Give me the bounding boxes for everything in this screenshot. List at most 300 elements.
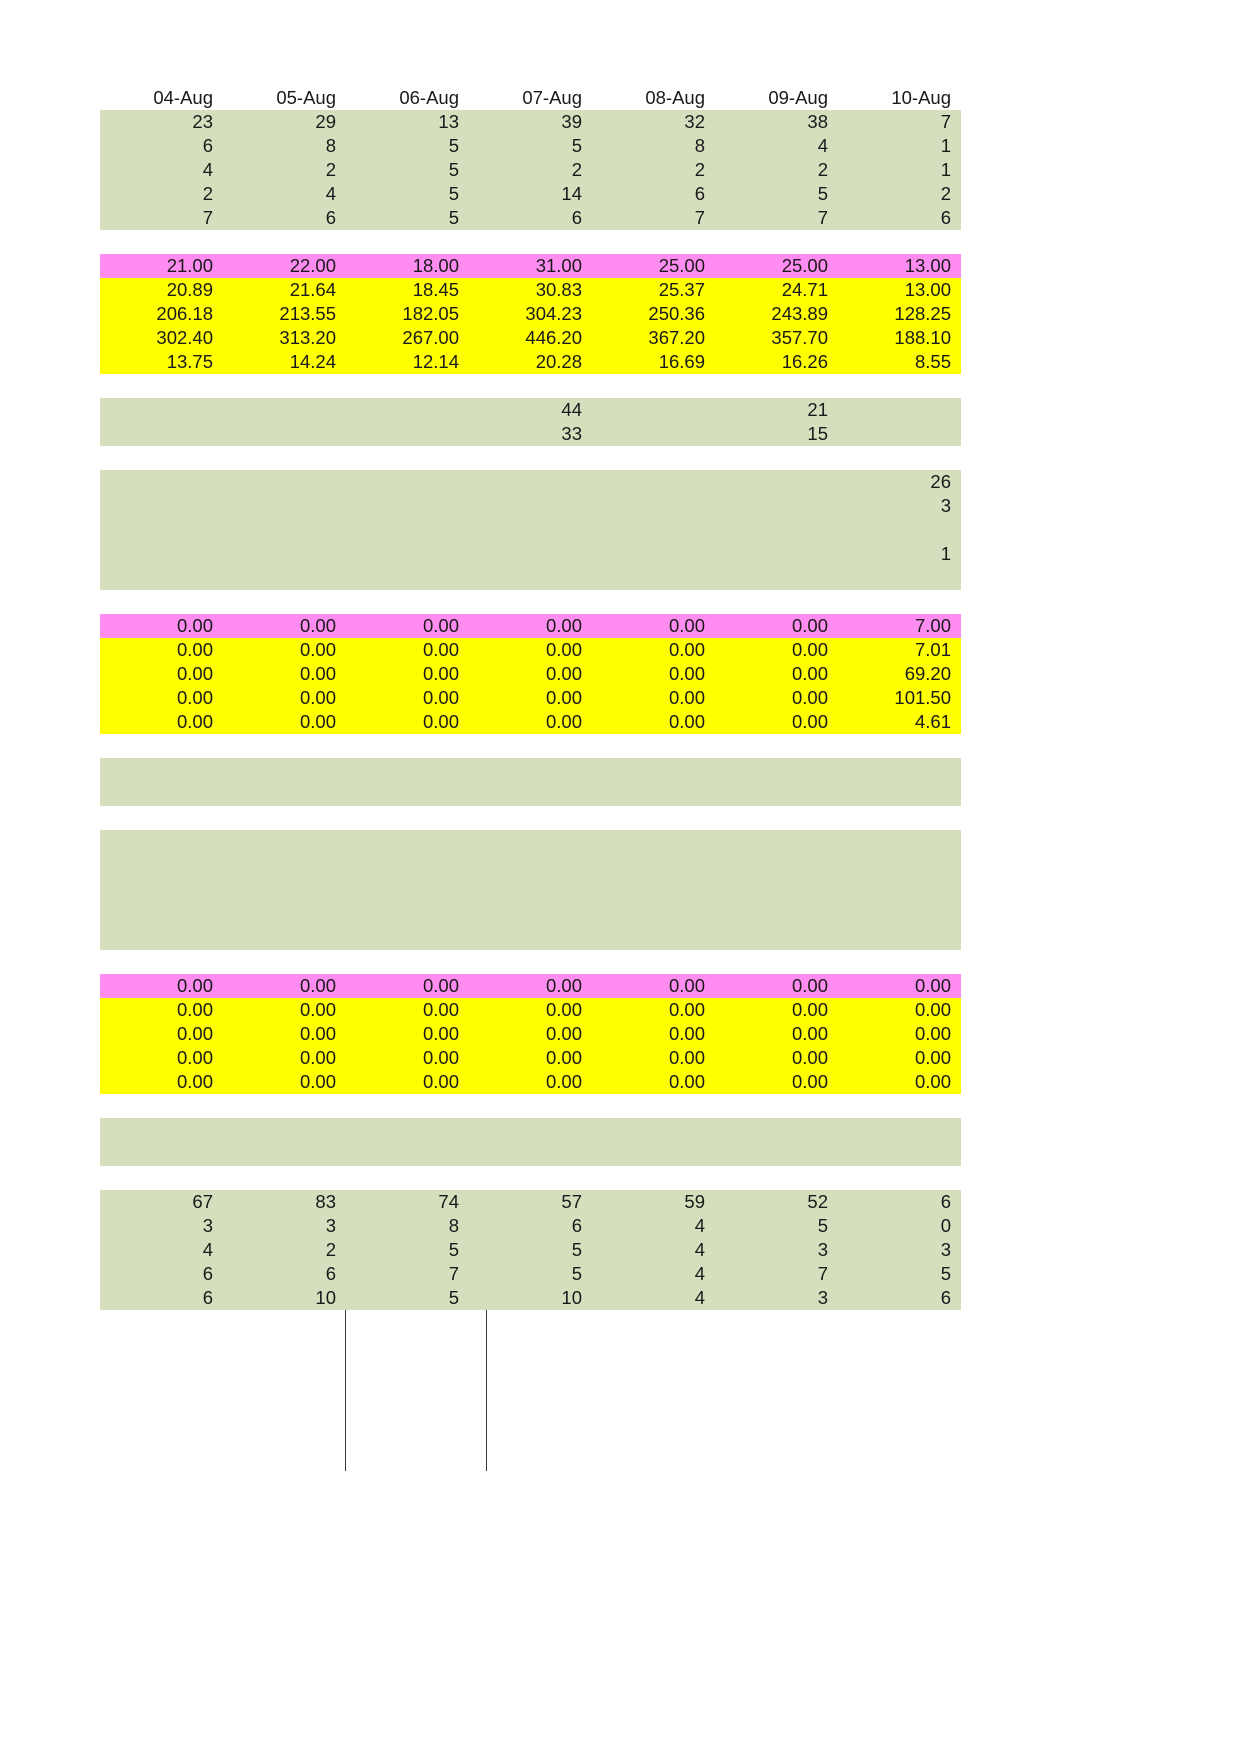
gap-cell xyxy=(223,1166,346,1190)
table-cell xyxy=(100,470,223,494)
table-cell: 0.00 xyxy=(592,1022,715,1046)
table-cell: 3 xyxy=(715,1238,838,1262)
table-cell xyxy=(715,758,838,782)
table-cell xyxy=(838,1118,961,1142)
table-cell: 188.10 xyxy=(838,326,961,350)
table-cell: 21.64 xyxy=(223,278,346,302)
table-cell: 31.00 xyxy=(469,254,592,278)
table-cell: 6 xyxy=(469,1214,592,1238)
gap-cell xyxy=(223,806,346,830)
table-cell: 8 xyxy=(223,134,346,158)
table-cell: 20.28 xyxy=(469,350,592,374)
gap-cell xyxy=(346,1094,469,1118)
block-gap xyxy=(100,734,961,758)
table-cell: 182.05 xyxy=(346,302,469,326)
gap-cell xyxy=(592,950,715,974)
table-row xyxy=(100,782,961,806)
table-cell: 0.00 xyxy=(346,710,469,734)
gap-cell xyxy=(469,806,592,830)
table-cell: 0.00 xyxy=(223,998,346,1022)
table-cell: 0.00 xyxy=(100,998,223,1022)
table-cell xyxy=(469,1142,592,1166)
table-cell: 5 xyxy=(346,206,469,230)
gap-cell xyxy=(469,1166,592,1190)
table-cell: 0.00 xyxy=(592,638,715,662)
table-cell xyxy=(592,902,715,926)
table-cell: 0.00 xyxy=(223,1070,346,1094)
table-cell xyxy=(469,878,592,902)
table-cell: 313.20 xyxy=(223,326,346,350)
table-row xyxy=(100,494,961,518)
table-cell xyxy=(223,926,346,950)
table-cell: 0.00 xyxy=(346,686,469,710)
table-cell xyxy=(100,926,223,950)
gap-cell xyxy=(715,374,838,398)
header-row xyxy=(100,86,961,110)
table-cell xyxy=(346,854,469,878)
table-cell: 1 xyxy=(838,134,961,158)
table-cell: 5 xyxy=(469,134,592,158)
table-row xyxy=(100,326,961,350)
table-cell: 302.40 xyxy=(100,326,223,350)
table-cell xyxy=(715,518,838,542)
table-cell: 0.00 xyxy=(100,614,223,638)
gap-cell xyxy=(592,1166,715,1190)
table-cell: 20.89 xyxy=(100,278,223,302)
table-cell xyxy=(592,1142,715,1166)
table-row xyxy=(100,1262,961,1286)
gap-cell xyxy=(100,446,223,470)
table-cell: 0.00 xyxy=(223,662,346,686)
table-cell xyxy=(715,830,838,854)
table-cell: 0.00 xyxy=(592,710,715,734)
table-cell: 1 xyxy=(838,158,961,182)
table-cell xyxy=(100,494,223,518)
table-row xyxy=(100,278,961,302)
table-cell: 3 xyxy=(838,494,961,518)
gap-cell xyxy=(100,1166,223,1190)
table-cell: 16.26 xyxy=(715,350,838,374)
table-row xyxy=(100,110,961,134)
table-cell xyxy=(592,518,715,542)
table-cell xyxy=(715,1142,838,1166)
table-cell xyxy=(346,878,469,902)
table-cell: 0.00 xyxy=(346,662,469,686)
table-row xyxy=(100,1046,961,1070)
table-cell: 206.18 xyxy=(100,302,223,326)
grid-body xyxy=(100,110,961,1310)
table-cell: 128.25 xyxy=(838,302,961,326)
gap-cell xyxy=(469,230,592,254)
table-cell: 39 xyxy=(469,110,592,134)
table-cell: 5 xyxy=(346,158,469,182)
gap-cell xyxy=(223,590,346,614)
table-cell xyxy=(592,854,715,878)
table-cell: 0.00 xyxy=(469,1022,592,1046)
table-cell: 6 xyxy=(469,206,592,230)
table-cell xyxy=(469,494,592,518)
gap-cell xyxy=(715,806,838,830)
table-row xyxy=(100,1190,961,1214)
column-header-0: 04-Aug xyxy=(153,87,213,108)
table-cell: 0.00 xyxy=(346,998,469,1022)
gap-cell xyxy=(592,806,715,830)
table-cell xyxy=(223,566,346,590)
table-cell: 0.00 xyxy=(469,662,592,686)
gap-cell xyxy=(223,230,346,254)
table-cell xyxy=(346,902,469,926)
gap-cell xyxy=(346,734,469,758)
gap-cell xyxy=(592,590,715,614)
table-cell: 59 xyxy=(592,1190,715,1214)
table-row xyxy=(100,422,961,446)
table-row xyxy=(100,758,961,782)
table-cell xyxy=(223,902,346,926)
block-gap xyxy=(100,374,961,398)
table-cell: 0.00 xyxy=(469,710,592,734)
table-cell: 5 xyxy=(838,1262,961,1286)
table-cell: 2 xyxy=(223,158,346,182)
table-cell xyxy=(346,494,469,518)
table-cell xyxy=(838,830,961,854)
gap-cell xyxy=(100,590,223,614)
table-cell: 0.00 xyxy=(100,1022,223,1046)
table-cell xyxy=(838,1142,961,1166)
table-row xyxy=(100,134,961,158)
table-row xyxy=(100,638,961,662)
table-cell xyxy=(469,926,592,950)
table-cell xyxy=(346,566,469,590)
table-cell xyxy=(592,758,715,782)
table-cell xyxy=(223,854,346,878)
table-cell xyxy=(223,398,346,422)
table-cell: 0.00 xyxy=(715,1046,838,1070)
table-cell: 2 xyxy=(223,1238,346,1262)
table-cell: 0.00 xyxy=(223,1022,346,1046)
table-cell xyxy=(838,566,961,590)
table-cell: 8.55 xyxy=(838,350,961,374)
table-cell xyxy=(469,830,592,854)
table-cell: 25.00 xyxy=(592,254,715,278)
gap-cell xyxy=(838,1094,961,1118)
table-cell: 12.14 xyxy=(346,350,469,374)
table-cell: 2 xyxy=(592,158,715,182)
table-cell: 6 xyxy=(838,1286,961,1310)
gap-cell xyxy=(223,1094,346,1118)
block-gap xyxy=(100,806,961,830)
gap-cell xyxy=(592,374,715,398)
table-cell: 18.00 xyxy=(346,254,469,278)
gap-cell xyxy=(469,1094,592,1118)
table-cell: 7 xyxy=(100,206,223,230)
table-cell: 0.00 xyxy=(592,998,715,1022)
column-header-2: 06-Aug xyxy=(399,87,459,108)
table-cell: 0.00 xyxy=(592,1046,715,1070)
table-cell xyxy=(469,1118,592,1142)
table-cell: 6 xyxy=(223,1262,346,1286)
data-grid xyxy=(100,86,961,1310)
table-cell: 4 xyxy=(592,1262,715,1286)
table-row xyxy=(100,1142,961,1166)
block-gap xyxy=(100,230,961,254)
table-row xyxy=(100,182,961,206)
table-cell xyxy=(100,758,223,782)
table-cell xyxy=(838,854,961,878)
table-cell xyxy=(346,422,469,446)
table-cell: 213.55 xyxy=(223,302,346,326)
table-cell: 10 xyxy=(223,1286,346,1310)
gap-cell xyxy=(346,806,469,830)
table-cell: 8 xyxy=(346,1214,469,1238)
column-header-5: 09-Aug xyxy=(768,87,828,108)
table-cell: 0.00 xyxy=(346,1046,469,1070)
table-cell xyxy=(715,854,838,878)
table-cell xyxy=(838,518,961,542)
table-cell: 0.00 xyxy=(838,1022,961,1046)
table-cell: 0.00 xyxy=(469,1070,592,1094)
table-cell: 33 xyxy=(469,422,592,446)
gap-cell xyxy=(592,1094,715,1118)
table-cell: 7.01 xyxy=(838,638,961,662)
column-header-6: 10-Aug xyxy=(891,87,951,108)
table-cell: 4 xyxy=(100,1238,223,1262)
table-cell xyxy=(346,758,469,782)
table-row xyxy=(100,566,961,590)
table-cell: 0.00 xyxy=(469,638,592,662)
table-row xyxy=(100,518,961,542)
table-cell: 5 xyxy=(469,1262,592,1286)
table-cell xyxy=(838,902,961,926)
table-cell: 0 xyxy=(838,1214,961,1238)
table-cell: 6 xyxy=(100,1286,223,1310)
table-cell: 0.00 xyxy=(100,1070,223,1094)
table-row xyxy=(100,902,961,926)
table-cell: 267.00 xyxy=(346,326,469,350)
table-cell: 0.00 xyxy=(592,1070,715,1094)
table-row xyxy=(100,998,961,1022)
table-cell: 23 xyxy=(100,110,223,134)
table-cell: 0.00 xyxy=(715,998,838,1022)
table-cell xyxy=(223,470,346,494)
table-cell: 2 xyxy=(469,158,592,182)
table-cell: 5 xyxy=(346,134,469,158)
table-cell: 0.00 xyxy=(100,1046,223,1070)
table-cell: 0.00 xyxy=(715,662,838,686)
table-cell xyxy=(100,854,223,878)
table-cell xyxy=(223,542,346,566)
table-row xyxy=(100,1286,961,1310)
table-cell xyxy=(838,422,961,446)
table-cell xyxy=(346,518,469,542)
gap-cell xyxy=(469,950,592,974)
table-cell: 21.00 xyxy=(100,254,223,278)
table-cell: 0.00 xyxy=(346,974,469,998)
table-row xyxy=(100,974,961,998)
table-cell xyxy=(100,398,223,422)
table-row xyxy=(100,350,961,374)
table-cell: 0.00 xyxy=(346,1070,469,1094)
gap-cell xyxy=(838,590,961,614)
table-cell: 4 xyxy=(592,1286,715,1310)
table-cell xyxy=(838,398,961,422)
table-cell: 0.00 xyxy=(223,974,346,998)
table-cell: 8 xyxy=(592,134,715,158)
table-cell: 22.00 xyxy=(223,254,346,278)
gap-cell xyxy=(223,446,346,470)
gap-cell xyxy=(838,1166,961,1190)
gap-cell xyxy=(346,590,469,614)
table-cell xyxy=(469,854,592,878)
table-cell: 7 xyxy=(838,110,961,134)
table-cell: 13.00 xyxy=(838,254,961,278)
gap-cell xyxy=(223,734,346,758)
gap-cell xyxy=(346,1166,469,1190)
table-cell xyxy=(223,830,346,854)
table-cell: 0.00 xyxy=(100,662,223,686)
table-cell xyxy=(715,902,838,926)
gap-cell xyxy=(100,230,223,254)
gap-cell xyxy=(838,374,961,398)
table-cell: 57 xyxy=(469,1190,592,1214)
table-cell: 14 xyxy=(469,182,592,206)
table-row xyxy=(100,254,961,278)
table-row xyxy=(100,1022,961,1046)
table-cell xyxy=(346,1118,469,1142)
table-row xyxy=(100,1070,961,1094)
table-cell: 5 xyxy=(715,1214,838,1238)
gap-cell xyxy=(838,950,961,974)
table-cell xyxy=(715,566,838,590)
table-cell: 2 xyxy=(715,158,838,182)
table-cell: 5 xyxy=(469,1238,592,1262)
table-cell: 0.00 xyxy=(592,662,715,686)
table-cell: 15 xyxy=(715,422,838,446)
table-cell: 0.00 xyxy=(223,614,346,638)
table-cell xyxy=(223,518,346,542)
table-row xyxy=(100,926,961,950)
table-cell xyxy=(223,878,346,902)
gap-cell xyxy=(715,1094,838,1118)
table-cell: 3 xyxy=(223,1214,346,1238)
table-cell: 3 xyxy=(715,1286,838,1310)
table-cell: 0.00 xyxy=(469,686,592,710)
gap-cell xyxy=(715,446,838,470)
table-cell: 0.00 xyxy=(469,614,592,638)
gap-cell xyxy=(592,446,715,470)
table-cell xyxy=(346,782,469,806)
block-gap xyxy=(100,950,961,974)
table-cell: 367.20 xyxy=(592,326,715,350)
table-row xyxy=(100,710,961,734)
table-cell: 0.00 xyxy=(715,614,838,638)
table-cell: 0.00 xyxy=(838,974,961,998)
table-cell: 24.71 xyxy=(715,278,838,302)
table-row xyxy=(100,542,961,566)
table-cell xyxy=(223,758,346,782)
table-cell xyxy=(715,470,838,494)
gap-cell xyxy=(223,374,346,398)
table-cell xyxy=(715,494,838,518)
gap-cell xyxy=(715,230,838,254)
block-gap xyxy=(100,446,961,470)
table-cell: 0.00 xyxy=(223,638,346,662)
table-cell: 4.61 xyxy=(838,710,961,734)
table-cell: 13 xyxy=(346,110,469,134)
table-cell: 304.23 xyxy=(469,302,592,326)
table-cell xyxy=(346,926,469,950)
table-cell xyxy=(592,470,715,494)
gap-cell xyxy=(838,230,961,254)
gap-cell xyxy=(223,950,346,974)
table-cell: 14.24 xyxy=(223,350,346,374)
column-header-4: 08-Aug xyxy=(645,87,705,108)
table-cell xyxy=(592,830,715,854)
table-row xyxy=(100,686,961,710)
gap-cell xyxy=(100,950,223,974)
block-gap xyxy=(100,590,961,614)
table-cell: 6 xyxy=(838,1190,961,1214)
table-cell: 69.20 xyxy=(838,662,961,686)
table-cell: 25.37 xyxy=(592,278,715,302)
table-cell: 1 xyxy=(838,542,961,566)
table-cell xyxy=(100,830,223,854)
table-cell: 0.00 xyxy=(592,974,715,998)
table-row xyxy=(100,614,961,638)
table-cell: 6 xyxy=(100,1262,223,1286)
gap-cell xyxy=(469,734,592,758)
table-cell xyxy=(838,782,961,806)
table-cell xyxy=(592,566,715,590)
table-cell xyxy=(592,422,715,446)
table-cell xyxy=(100,782,223,806)
table-cell xyxy=(838,926,961,950)
table-cell xyxy=(715,542,838,566)
table-cell: 74 xyxy=(346,1190,469,1214)
table-cell: 7 xyxy=(715,206,838,230)
gap-cell xyxy=(346,374,469,398)
table-cell xyxy=(100,1118,223,1142)
table-cell xyxy=(592,782,715,806)
table-cell: 446.20 xyxy=(469,326,592,350)
table-cell: 0.00 xyxy=(469,998,592,1022)
table-cell: 6 xyxy=(223,206,346,230)
gap-cell xyxy=(838,446,961,470)
table-cell: 0.00 xyxy=(346,1022,469,1046)
table-cell: 0.00 xyxy=(346,638,469,662)
table-row xyxy=(100,1238,961,1262)
table-cell xyxy=(223,782,346,806)
table-cell xyxy=(346,542,469,566)
table-cell: 5 xyxy=(346,1238,469,1262)
table-row xyxy=(100,830,961,854)
table-cell: 0.00 xyxy=(100,710,223,734)
gap-cell xyxy=(715,590,838,614)
table-cell: 16.69 xyxy=(592,350,715,374)
column-header-1: 05-Aug xyxy=(276,87,336,108)
gap-cell xyxy=(100,1094,223,1118)
table-cell xyxy=(346,470,469,494)
table-cell: 0.00 xyxy=(715,974,838,998)
table-cell: 101.50 xyxy=(838,686,961,710)
table-cell: 29 xyxy=(223,110,346,134)
table-cell: 3 xyxy=(100,1214,223,1238)
table-cell: 30.83 xyxy=(469,278,592,302)
table-cell xyxy=(100,542,223,566)
table-cell xyxy=(223,494,346,518)
table-cell: 13.00 xyxy=(838,278,961,302)
table-cell xyxy=(223,1142,346,1166)
table-cell: 2 xyxy=(838,182,961,206)
